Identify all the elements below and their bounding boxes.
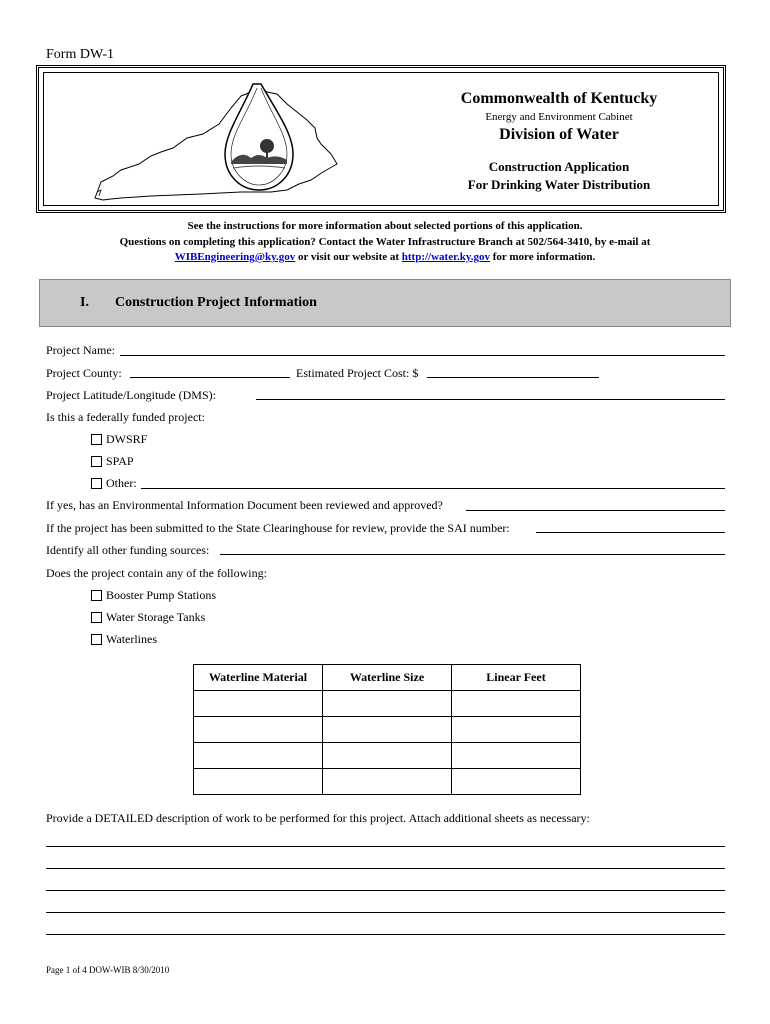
sai-question-label: If the project has been submitted to the State Clearinghouse for review, provide the SAI number: xyxy=(46,521,510,535)
instructions-line-2: Questions on completing this application? Contact the Water Infrastructure Branch at 502/564-3410, by e-mail at xyxy=(119,235,651,248)
instructions-mid-text: or visit our website at xyxy=(295,251,402,263)
table-cell[interactable] xyxy=(194,717,323,743)
form-title-line-1: Construction Application xyxy=(488,159,630,174)
table-row xyxy=(194,743,581,769)
table-cell[interactable] xyxy=(194,691,323,717)
project-county-label: Project County: xyxy=(46,366,122,380)
header-title-block xyxy=(439,90,679,194)
table-cell[interactable] xyxy=(323,717,452,743)
kentucky-water-drop-logo-icon xyxy=(91,72,391,202)
table-cell[interactable] xyxy=(323,769,452,795)
section-number: I. xyxy=(80,295,89,310)
checkbox-label: Other: xyxy=(106,476,137,490)
waterline-table xyxy=(193,664,581,795)
checkbox[interactable] xyxy=(91,456,102,467)
table-row xyxy=(194,769,581,795)
table-row xyxy=(194,691,581,717)
checkbox[interactable] xyxy=(91,590,102,601)
eid-answer-field[interactable] xyxy=(466,510,725,511)
instructions-line-3 xyxy=(40,250,730,266)
contains-question-label: Does the project contain any of the following: xyxy=(46,566,267,580)
description-line[interactable] xyxy=(46,934,725,935)
website-link[interactable]: http://water.ky.gov xyxy=(401,251,490,263)
component-option-waterlines[interactable] xyxy=(91,632,157,647)
instructions-line-1: See the instructions for more information about selected portions of this application. xyxy=(187,220,583,232)
estimated-cost-label: Estimated Project Cost: $ xyxy=(296,366,419,380)
checkbox-label: Water Storage Tanks xyxy=(106,610,206,624)
table-cell[interactable] xyxy=(452,717,581,743)
section-title: Construction Project Information xyxy=(115,295,317,310)
component-option-water-storage-tanks[interactable] xyxy=(91,610,205,625)
checkbox-label: DWSRF xyxy=(106,432,148,446)
division-name: Division of Water xyxy=(499,126,619,143)
checkbox[interactable] xyxy=(91,434,102,445)
email-link[interactable]: WIBEngineering@ky.gov xyxy=(174,251,296,263)
table-row xyxy=(194,717,581,743)
description-line[interactable] xyxy=(46,912,725,913)
table-header-row xyxy=(194,665,581,691)
funding-other-field[interactable] xyxy=(141,488,725,489)
checkbox[interactable] xyxy=(91,634,102,645)
instructions-block xyxy=(40,219,730,266)
form-title xyxy=(439,158,679,194)
table-cell[interactable] xyxy=(452,743,581,769)
checkbox-label: Waterlines xyxy=(106,632,158,646)
funding-option-dwsrf[interactable] xyxy=(91,432,147,447)
checkbox[interactable] xyxy=(91,612,102,623)
description-line[interactable] xyxy=(46,846,725,847)
funding-option-spap[interactable] xyxy=(91,454,134,469)
project-name-label: Project Name: xyxy=(46,343,115,357)
description-prompt-label: Provide a DETAILED description of work to be performed for this project. Attach additional sheets as necessary: xyxy=(46,811,590,825)
component-option-booster-pump-stations[interactable] xyxy=(91,588,216,603)
form-title-line-2: For Drinking Water Distribution xyxy=(467,177,651,192)
project-county-field[interactable] xyxy=(130,377,290,378)
funding-option-other[interactable] xyxy=(91,476,137,491)
cabinet-name: Energy and Environment Cabinet xyxy=(485,111,633,123)
federally-funded-label: Is this a federally funded project: xyxy=(46,410,205,424)
checkbox[interactable] xyxy=(91,478,102,489)
table-header-material: Waterline Material xyxy=(194,665,323,691)
table-cell[interactable] xyxy=(452,769,581,795)
table-cell[interactable] xyxy=(323,743,452,769)
org-name: Commonwealth of Kentucky xyxy=(460,90,658,107)
estimated-cost-field[interactable] xyxy=(427,377,599,378)
table-header-size: Waterline Size xyxy=(323,665,452,691)
page-footer: Page 1 of 4 DOW-WIB 8/30/2010 xyxy=(46,965,170,975)
table-cell[interactable] xyxy=(194,769,323,795)
lat-long-field[interactable] xyxy=(256,399,725,400)
section-header-bar xyxy=(39,279,731,327)
table-cell[interactable] xyxy=(194,743,323,769)
sai-number-field[interactable] xyxy=(536,532,725,533)
instructions-end-text: for more information. xyxy=(490,251,596,263)
checkbox-label: Booster Pump Stations xyxy=(106,588,217,602)
other-funding-field[interactable] xyxy=(220,554,725,555)
table-cell[interactable] xyxy=(323,691,452,717)
eid-question-label: If yes, has an Environmental Information Document been reviewed and approved? xyxy=(46,498,443,512)
project-name-field[interactable] xyxy=(120,355,725,356)
checkbox-label: SPAP xyxy=(106,454,134,468)
table-header-linear-feet: Linear Feet xyxy=(452,665,581,691)
other-funding-label: Identify all other funding sources: xyxy=(46,543,210,557)
header-box xyxy=(36,65,726,213)
description-line[interactable] xyxy=(46,868,725,869)
lat-long-label: Project Latitude/Longitude (DMS): xyxy=(46,388,216,402)
form-number-label: Form DW-1 xyxy=(46,47,115,62)
description-line[interactable] xyxy=(46,890,725,891)
table-cell[interactable] xyxy=(452,691,581,717)
